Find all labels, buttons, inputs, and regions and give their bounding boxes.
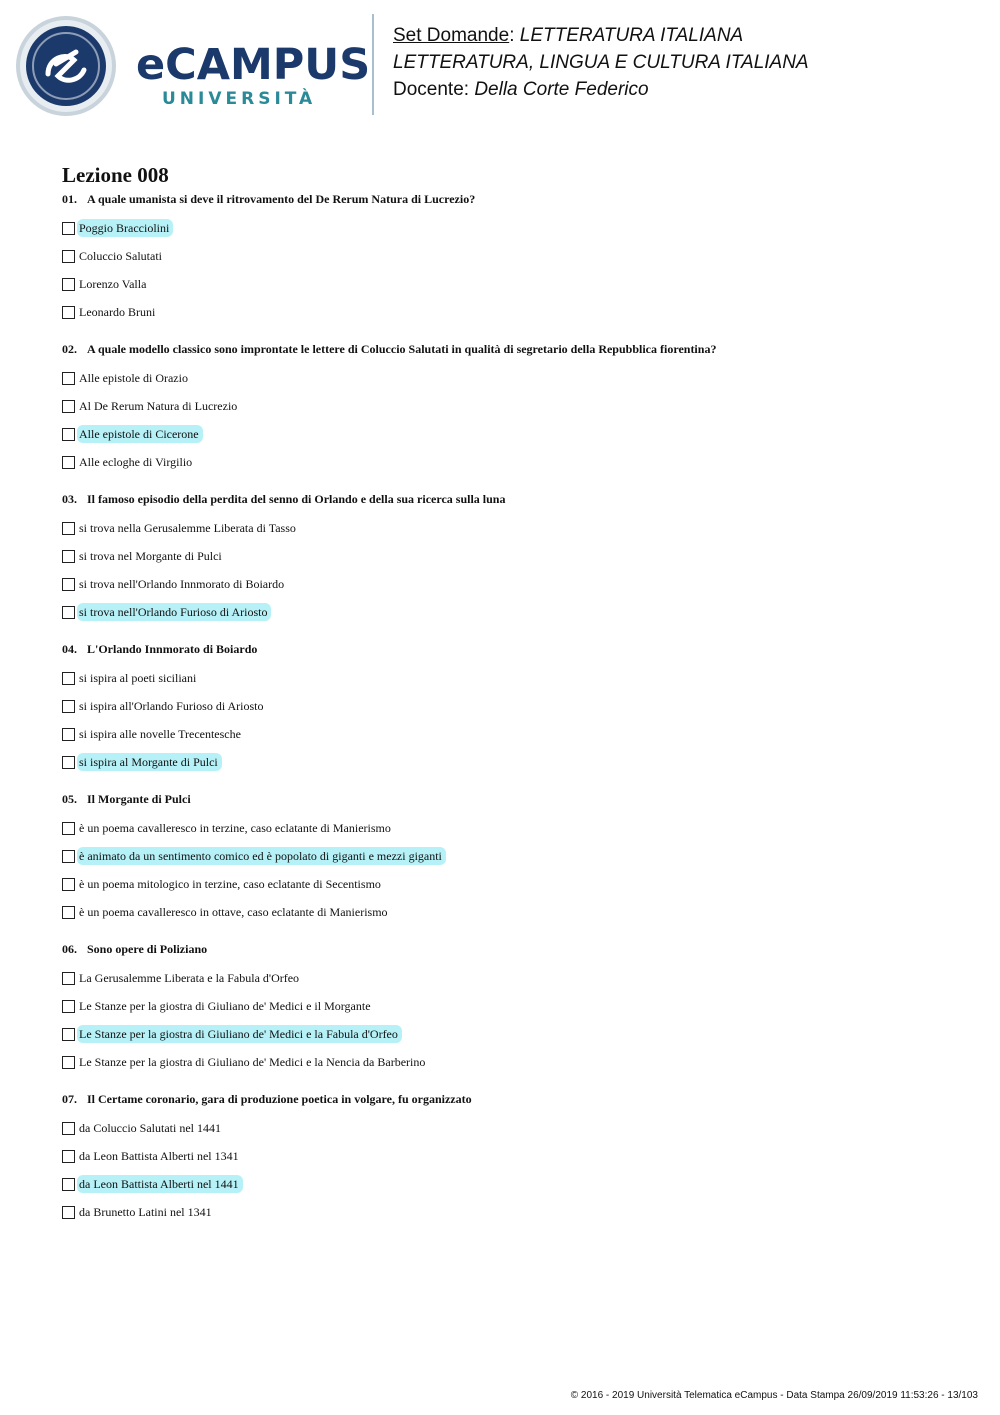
question-prompt: A quale umanista si deve il ritrovamento del De Rerum Natura di Lucrezio? [87, 192, 476, 206]
question-text [62, 190, 962, 208]
question-number: 03. [62, 492, 77, 506]
question-number: 04. [62, 642, 77, 656]
teacher-name: Della Corte Federico [474, 79, 649, 100]
answer-option[interactable] [62, 1048, 962, 1076]
question-spacer [62, 926, 962, 940]
teacher-line [393, 76, 809, 103]
question-prompt: Il Morgante di Pulci [87, 792, 191, 806]
logo-subtitle: UNIVERSITÀ [162, 89, 317, 109]
answer-checkbox[interactable] [62, 550, 75, 563]
lesson-title: Lezione 008 [62, 163, 169, 187]
question-text [62, 640, 962, 658]
answer-label: Lorenzo Valla [79, 277, 147, 291]
question-spacer [62, 1076, 962, 1090]
answer-option[interactable] [62, 964, 962, 992]
answer-option[interactable] [62, 814, 962, 842]
answer-option[interactable] [62, 992, 962, 1020]
answer-label: si ispira alle novelle Trecentesche [79, 727, 241, 741]
answer-label-highlighted: Alle epistole di Cicerone [77, 425, 203, 443]
question-number: 05. [62, 792, 77, 806]
answer-label-highlighted: è animato da un sentimento comico ed è popolato di giganti e mezzi giganti [77, 847, 446, 865]
answer-checkbox[interactable] [62, 1000, 75, 1013]
page-footer: © 2016 - 2019 Università Telematica eCampus - Data Stampa 26/09/2019 11:53:26 - 13/103 [570, 1390, 978, 1401]
answer-label: da Brunetto Latini nel 1341 [79, 1205, 212, 1219]
answer-checkbox[interactable] [62, 222, 75, 235]
answer-label: si trova nel Morgante di Pulci [79, 549, 222, 563]
answer-checkbox[interactable] [62, 1028, 75, 1041]
answer-label: Al De Rerum Natura di Lucrezio [79, 399, 238, 413]
answer-checkbox[interactable] [62, 878, 75, 891]
answer-checkbox[interactable] [62, 756, 75, 769]
question-spacer [62, 776, 962, 790]
answer-checkbox[interactable] [62, 972, 75, 985]
question-number: 06. [62, 942, 77, 956]
question-2 [62, 340, 962, 490]
header-divider [372, 14, 374, 115]
answer-option[interactable] [62, 1142, 962, 1170]
answer-checkbox[interactable] [62, 578, 75, 591]
question-prompt: Il famoso episodio della perdita del senno di Orlando e della sua ricerca sulla luna [87, 492, 506, 506]
answer-label: Coluccio Salutati [79, 249, 162, 263]
answer-label: si trova nell'Orlando Innmorato di Boiardo [79, 577, 285, 591]
answer-label: è un poema mitologico in terzine, caso eclatante di Secentismo [79, 877, 381, 891]
answer-label: si ispira all'Orlando Furioso di Ariosto [79, 699, 264, 713]
answer-checkbox[interactable] [62, 522, 75, 535]
answer-checkbox[interactable] [62, 728, 75, 741]
answer-checkbox[interactable] [62, 456, 75, 469]
answer-option[interactable] [62, 542, 962, 570]
answer-label-highlighted: si ispira al Morgante di Pulci [77, 753, 222, 771]
answer-option[interactable] [62, 720, 962, 748]
answer-checkbox[interactable] [62, 306, 75, 319]
question-spacer [62, 326, 962, 340]
question-text [62, 1090, 962, 1108]
answer-label: Le Stanze per la giostra di Giuliano de' Medici e la Nencia da Barberino [79, 1055, 426, 1069]
answer-label: Leonardo Bruni [79, 305, 156, 319]
answer-option[interactable] [62, 1198, 962, 1226]
answer-option[interactable] [62, 692, 962, 720]
question-5 [62, 790, 962, 940]
question-6 [62, 940, 962, 1090]
teacher-label: Docente: [393, 79, 470, 100]
answer-option[interactable] [62, 242, 962, 270]
set-label: Set Domande [393, 25, 510, 46]
page-header [0, 0, 1000, 130]
answer-checkbox[interactable] [62, 700, 75, 713]
question-prompt: Sono opere di Poliziano [87, 942, 208, 956]
course-line [393, 49, 809, 76]
course-name: LETTERATURA, LINGUA E CULTURA ITALIANA [393, 52, 809, 73]
answer-checkbox[interactable] [62, 400, 75, 413]
answer-label: Alle ecloghe di Virgilio [79, 455, 193, 469]
answer-label: si trova nella Gerusalemme Liberata di Tasso [79, 521, 296, 535]
question-set [62, 160, 962, 1226]
answer-option[interactable] [62, 1170, 962, 1198]
answer-option[interactable] [62, 664, 962, 692]
answer-option[interactable] [62, 514, 962, 542]
answer-label: si ispira al poeti siciliani [79, 671, 197, 685]
answer-option[interactable] [62, 214, 962, 242]
question-7 [62, 1090, 962, 1226]
answer-checkbox[interactable] [62, 906, 75, 919]
answer-option[interactable] [62, 598, 962, 626]
question-text [62, 790, 962, 808]
answer-label: è un poema cavalleresco in terzine, caso eclatante di Manierismo [79, 821, 391, 835]
answer-checkbox[interactable] [62, 822, 75, 835]
logo-wordmark: eCAMPUS [136, 40, 371, 90]
answer-checkbox[interactable] [62, 672, 75, 685]
question-3 [62, 490, 962, 640]
answer-label: Le Stanze per la giostra di Giuliano de' Medici e il Morgante [79, 999, 371, 1013]
question-text [62, 490, 962, 508]
set-value: LETTERATURA ITALIANA [519, 25, 744, 46]
question-text [62, 940, 962, 958]
answer-label: La Gerusalemme Liberata e la Fabula d'Orfeo [79, 971, 300, 985]
answer-option[interactable] [62, 748, 962, 776]
question-spacer [62, 476, 962, 490]
set-line: Set Domande: LETTERATURA ITALIANA [393, 25, 744, 46]
answer-option[interactable] [62, 392, 962, 420]
answer-checkbox[interactable] [62, 278, 75, 291]
answer-option[interactable] [62, 1020, 962, 1048]
question-number: 01. [62, 192, 77, 206]
answer-option[interactable] [62, 898, 962, 926]
answer-label-highlighted: Le Stanze per la giostra di Giuliano de' Medici e la Fabula d'Orfeo [77, 1025, 402, 1043]
answer-checkbox[interactable] [62, 1150, 75, 1163]
answer-checkbox[interactable] [62, 1056, 75, 1069]
answer-checkbox[interactable] [62, 606, 75, 619]
question-spacer [62, 626, 962, 640]
answer-option[interactable] [62, 270, 962, 298]
question-number: 07. [62, 1092, 77, 1106]
answer-option[interactable] [62, 364, 962, 392]
answer-label: da Leon Battista Alberti nel 1341 [79, 1149, 239, 1163]
answer-label-highlighted: Poggio Bracciolini [77, 219, 173, 237]
question-text [62, 340, 962, 358]
answer-option[interactable] [62, 870, 962, 898]
answer-checkbox[interactable] [62, 372, 75, 385]
answer-label-highlighted: si trova nell'Orlando Furioso di Ariosto [77, 603, 271, 621]
answer-label: è un poema cavalleresco in ottave, caso eclatante di Manierismo [79, 905, 388, 919]
set-info [393, 22, 809, 103]
question-prompt: A quale modello classico sono improntate le lettere di Coluccio Salutati in qualità di segretario della Repubblica fiorentina? [87, 342, 717, 356]
ecampus-emblem-icon [14, 14, 134, 119]
question-1 [62, 190, 962, 340]
question-prompt: Il Certame coronario, gara di produzione poetica in volgare, fu organizzato [87, 1092, 472, 1106]
answer-option[interactable] [62, 448, 962, 476]
answer-checkbox[interactable] [62, 850, 75, 863]
answer-checkbox[interactable] [62, 1206, 75, 1219]
answer-option[interactable] [62, 842, 962, 870]
answer-option[interactable] [62, 1114, 962, 1142]
answer-checkbox[interactable] [62, 428, 75, 441]
answer-label: da Coluccio Salutati nel 1441 [79, 1121, 221, 1135]
question-list [62, 190, 962, 1226]
question-prompt: L'Orlando Innmorato di Boiardo [87, 642, 258, 656]
answer-checkbox[interactable] [62, 1122, 75, 1135]
answer-checkbox[interactable] [62, 250, 75, 263]
answer-option[interactable] [62, 420, 962, 448]
answer-label: Alle epistole di Orazio [79, 371, 188, 385]
answer-label-highlighted: da Leon Battista Alberti nel 1441 [77, 1175, 243, 1193]
ecampus-logo [14, 14, 371, 119]
answer-option[interactable] [62, 570, 962, 598]
question-4 [62, 640, 962, 790]
question-number: 02. [62, 342, 77, 356]
answer-checkbox[interactable] [62, 1178, 75, 1191]
answer-option[interactable] [62, 298, 962, 326]
